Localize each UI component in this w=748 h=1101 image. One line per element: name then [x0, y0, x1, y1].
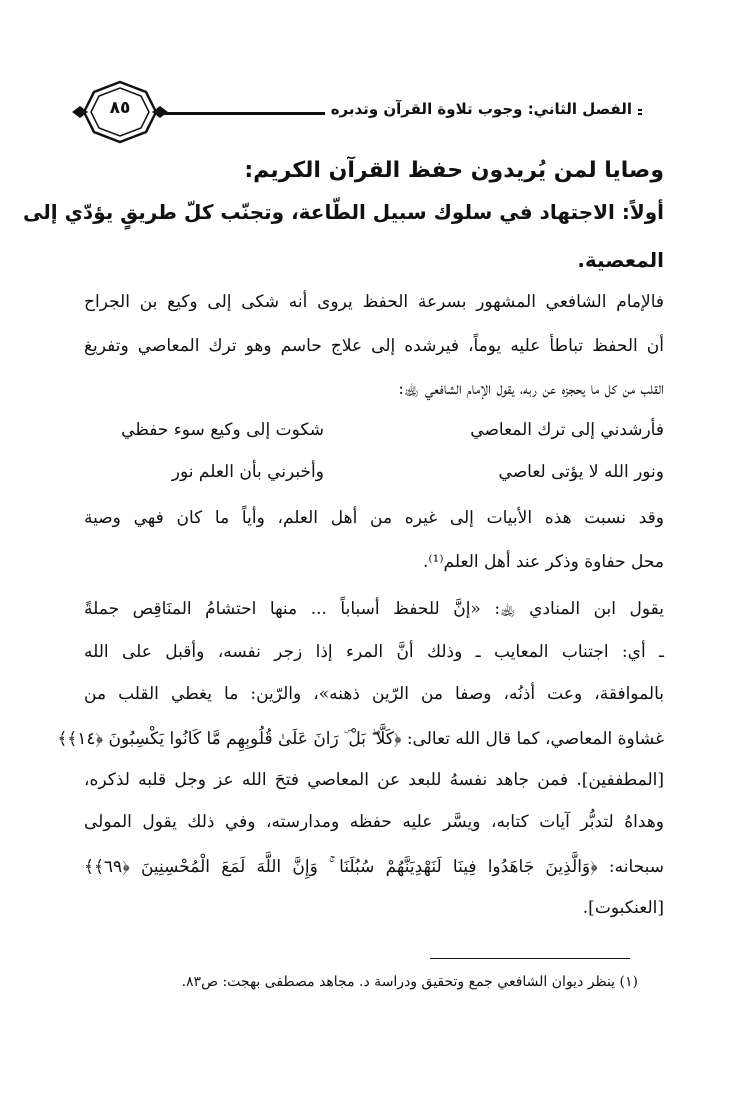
footnote-rule	[430, 958, 630, 959]
paragraph-1-line: فالإمام الشافعي المشهور بسرعة الحفظ يروى أنه شكى إلى وكيع بن الجراح	[84, 292, 664, 312]
paragraph-3-line: غشاوة المعاصي، كما قال الله تعالى: ﴿كَلَّا ۖ بَلْ ۜ رَانَ عَلَىٰ قُلُوبِهِم مَّا كَانُوا يَكْسِبُونَ ﴿١٤﴾﴾	[57, 729, 664, 749]
paragraph-2-line: وقد نسبت هذه الأبيات إلى غيره من أهل العلم، وأياً ما كان فهي وصية	[84, 508, 664, 528]
first-point-line-1: أولاً: الاجتهاد في سلوك سبيل الطّاعة، وتجنّب كلّ طريقٍ يؤدّي إلى	[23, 200, 664, 224]
first-point-line-2: المعصية.	[577, 248, 664, 272]
poem-verse-1-first-hemistich: شكوت إلى وكيع سوء حفظي	[121, 420, 324, 440]
paragraph-3-line: بالموافقة، وعت أذنُه، وصفا من الرّين ذهنه»، والرّين: ما يغطي القلب من	[84, 684, 664, 704]
section-title: وصايا لمن يُريدون حفظ القرآن الكريم:	[244, 158, 664, 183]
paragraph-3-line: ـ أي: اجتناب المعايب ـ وذلك أنَّ المرء إذا زجر نفسه، وأقبل على الله	[84, 642, 664, 662]
paragraph-1-line: أن الحفظ تباطأ عليه يوماً، فيرشده إلى علاج حاسم وهو ترك المعاصي وتفريغ	[84, 336, 664, 356]
chapter-title: الفصل الثاني: وجوب تلاوة القرآن وتدبره	[325, 100, 638, 118]
paragraph-3-line: يقول ابن المنادي ﵀: «إنَّ للحفظ أسباباً ... منها احتشامُ المنَاقِص جملةً	[84, 599, 664, 619]
poem-verse-2-second-hemistich: ونور الله لا يؤتى لعاصي	[498, 462, 664, 482]
paragraph-2-line: محل حفاوة وذكر عند أهل العلم⁽¹⁾.	[422, 552, 664, 572]
paragraph-1-line: القلب من كل ما يحجزه عن ربه، يقول الإمام الشافعي ﵀:	[398, 379, 664, 399]
page-number: ٨٥	[109, 98, 131, 118]
paragraph-3-line: [العنكبوت].	[582, 898, 664, 918]
paragraph-3-line: وهداهُ لتدبُّر آيات كتابه، ويسَّر عليه حفظه ومدارسته، وفي ذلك يقول المولى	[84, 812, 664, 832]
paragraph-3-line: [المطففين]. فمن جاهد نفسهُ للبعد عن المعاصي فتحَ الله عز وجل قلبه لذكره،	[84, 770, 664, 790]
footnote: (١) ينظر ديوان الشافعي جمع وتحقيق ودراسة د. مجاهد مصطفى بهجت: ص٨٣.	[181, 974, 638, 990]
paragraph-3-line: سبحانه: ﴿وَالَّذِينَ جَاهَدُوا فِينَا لَنَهْدِيَنَّهُمْ سُبُلَنَا ۚ وَإِنَّ اللَّهَ لَمَعَ الْمُحْسِنِينَ ﴿٦٩﴾﴾	[84, 857, 664, 877]
poem-verse-2-first-hemistich: وأخبرني بأن العلم نور	[171, 462, 324, 482]
poem-verse-1-second-hemistich: فأرشدني إلى ترك المعاصي	[470, 420, 664, 440]
